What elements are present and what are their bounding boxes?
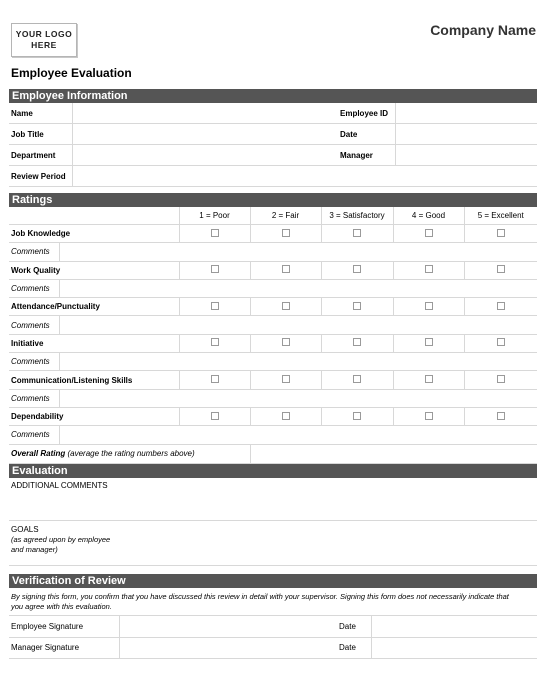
manager-signature-label: Manager Signature <box>9 637 119 659</box>
employee-id-label: Employee ID <box>338 103 395 124</box>
criterion-label: Initiative <box>9 334 179 352</box>
review-period-field[interactable] <box>72 166 537 187</box>
scale-label-1: 1 = Poor <box>179 207 250 225</box>
scale-label-3: 3 = Satisfactory <box>321 207 393 225</box>
rating-cell-2 <box>250 225 321 243</box>
rating-checkbox-3[interactable] <box>353 412 361 420</box>
verification-statement-line-1: By signing this form, you confirm that you have discussed this review in detail with your supervisor. Signing this form does not necessarily indicate that <box>11 592 509 601</box>
overall-rating-row <box>9 444 537 463</box>
criterion-label: Dependability <box>9 407 179 425</box>
rating-cell-5 <box>464 261 537 279</box>
ratings-header: Ratings <box>9 193 537 207</box>
verification-header: Verification of Review <box>9 574 537 588</box>
rating-checkbox-4[interactable] <box>425 229 433 237</box>
rating-cell-3 <box>321 334 393 352</box>
job-title-field[interactable] <box>72 124 338 145</box>
employee-signature-date-field[interactable] <box>371 616 537 638</box>
rating-checkbox-3[interactable] <box>353 338 361 346</box>
employee-signature-label: Employee Signature <box>9 616 119 638</box>
rating-checkbox-5[interactable] <box>497 265 505 273</box>
rating-checkbox-4[interactable] <box>425 412 433 420</box>
goals-note <box>11 535 110 554</box>
ratings-body <box>9 225 537 464</box>
rating-cell-3 <box>321 298 393 316</box>
employee-id-field[interactable] <box>395 103 537 124</box>
logo-line-2: HERE <box>31 40 57 50</box>
rating-checkbox-3[interactable] <box>353 229 361 237</box>
rating-cell-1 <box>179 225 250 243</box>
rating-checkbox-2[interactable] <box>282 229 290 237</box>
comments-row <box>9 353 537 371</box>
rating-cell-2 <box>250 371 321 389</box>
rating-checkbox-2[interactable] <box>282 375 290 383</box>
info-row-name <box>9 103 537 124</box>
overall-rating-field[interactable] <box>250 444 537 463</box>
rating-cell-1 <box>179 298 250 316</box>
rating-row <box>9 298 537 316</box>
additional-comments-divider <box>9 520 537 521</box>
comments-row <box>9 316 537 334</box>
rating-cell-5 <box>464 407 537 425</box>
manager-signature-date-label: Date <box>337 637 371 659</box>
rating-checkbox-1[interactable] <box>211 265 219 273</box>
criterion-label: Job Knowledge <box>9 225 179 243</box>
rating-checkbox-4[interactable] <box>425 375 433 383</box>
manager-signature-row <box>9 637 537 659</box>
rating-cell-4 <box>393 298 464 316</box>
rating-checkbox-4[interactable] <box>425 302 433 310</box>
manager-signature-date-field[interactable] <box>371 637 537 659</box>
department-field[interactable] <box>72 145 338 166</box>
rating-checkbox-1[interactable] <box>211 338 219 346</box>
employee-signature-row <box>9 616 537 638</box>
employee-information-table <box>9 103 537 187</box>
review-period-label: Review Period <box>9 166 72 187</box>
info-row-review-period <box>9 166 537 187</box>
rating-cell-5 <box>464 371 537 389</box>
rating-cell-2 <box>250 298 321 316</box>
rating-cell-1 <box>179 261 250 279</box>
rating-cell-4 <box>393 261 464 279</box>
comments-field[interactable] <box>59 279 537 297</box>
ratings-table <box>9 207 537 464</box>
criterion-label: Attendance/Punctuality <box>9 298 179 316</box>
additional-comments-label: ADDITIONAL COMMENTS <box>11 481 108 490</box>
comments-field[interactable] <box>59 243 537 261</box>
manager-field[interactable] <box>395 145 537 166</box>
rating-checkbox-1[interactable] <box>211 229 219 237</box>
logo-line-1: YOUR LOGO <box>15 29 73 39</box>
employee-signature-date-label: Date <box>337 616 371 638</box>
criterion-label: Work Quality <box>9 261 179 279</box>
rating-cell-2 <box>250 407 321 425</box>
rating-row <box>9 225 537 243</box>
rating-cell-4 <box>393 334 464 352</box>
rating-checkbox-1[interactable] <box>211 412 219 420</box>
comments-row <box>9 279 537 297</box>
rating-checkbox-3[interactable] <box>353 375 361 383</box>
rating-cell-5 <box>464 225 537 243</box>
rating-checkbox-1[interactable] <box>211 375 219 383</box>
comments-label: Comments <box>9 353 59 371</box>
verification-statement <box>11 592 537 611</box>
info-row-job-title <box>9 124 537 145</box>
rating-checkbox-4[interactable] <box>425 338 433 346</box>
goals-note-line-1: (as agreed upon by employee <box>11 535 111 544</box>
info-row-department <box>9 145 537 166</box>
rating-scale-row <box>9 207 537 225</box>
rating-checkbox-4[interactable] <box>425 265 433 273</box>
scale-label-4: 4 = Good <box>393 207 464 225</box>
rating-cell-3 <box>321 225 393 243</box>
rating-checkbox-3[interactable] <box>353 265 361 273</box>
rating-cell-2 <box>250 261 321 279</box>
rating-checkbox-5[interactable] <box>497 229 505 237</box>
comments-row <box>9 426 537 444</box>
rating-cell-5 <box>464 298 537 316</box>
comments-row <box>9 243 537 261</box>
company-name: Company Name <box>430 22 536 38</box>
employee-information-header: Employee Information <box>9 89 537 103</box>
rating-row <box>9 334 537 352</box>
rating-cell-3 <box>321 261 393 279</box>
comments-row <box>9 389 537 407</box>
comments-label: Comments <box>9 279 59 297</box>
comments-field[interactable] <box>59 316 537 334</box>
manager-label: Manager <box>338 145 395 166</box>
rating-checkbox-2[interactable] <box>282 412 290 420</box>
criterion-label: Communication/Listening Skills <box>9 371 179 389</box>
scale-label-2: 2 = Fair <box>250 207 321 225</box>
comments-label: Comments <box>9 243 59 261</box>
rating-checkbox-2[interactable] <box>282 302 290 310</box>
rating-checkbox-5[interactable] <box>497 412 505 420</box>
rating-checkbox-2[interactable] <box>282 265 290 273</box>
rating-cell-4 <box>393 371 464 389</box>
department-label: Department <box>9 145 72 166</box>
job-title-label: Job Title <box>9 124 72 145</box>
rating-checkbox-3[interactable] <box>353 302 361 310</box>
goals-note-line-2: and manager) <box>11 544 58 554</box>
additional-comments-area[interactable] <box>9 491 537 519</box>
rating-cell-2 <box>250 334 321 352</box>
rating-row <box>9 407 537 425</box>
evaluation-header: Evaluation <box>9 464 537 478</box>
signature-table <box>9 615 537 659</box>
company-logo-placeholder <box>11 23 77 57</box>
comments-field[interactable] <box>59 389 537 407</box>
name-field[interactable] <box>72 103 338 124</box>
rating-row <box>9 261 537 279</box>
rating-checkbox-1[interactable] <box>211 302 219 310</box>
rating-cell-3 <box>321 407 393 425</box>
date-field[interactable] <box>395 124 537 145</box>
rating-cell-5 <box>464 334 537 352</box>
overall-rating-label-cell <box>9 444 250 463</box>
verification-statement-line-2: you agree with this evaluation. <box>11 601 112 611</box>
rating-cell-4 <box>393 407 464 425</box>
rating-row <box>9 371 537 389</box>
rating-checkbox-5[interactable] <box>497 338 505 346</box>
rating-checkbox-5[interactable] <box>497 375 505 383</box>
name-label: Name <box>9 103 72 124</box>
goals-label: GOALS <box>11 525 39 534</box>
rating-cell-1 <box>179 407 250 425</box>
rating-checkbox-5[interactable] <box>497 302 505 310</box>
goals-area[interactable] <box>120 523 537 563</box>
manager-signature-field[interactable] <box>119 637 337 659</box>
goals-divider <box>9 565 537 566</box>
overall-rating-label: Overall Rating <box>11 449 66 459</box>
page-title: Employee Evaluation <box>11 66 132 80</box>
rating-cell-3 <box>321 371 393 389</box>
rating-cell-1 <box>179 371 250 389</box>
rating-cell-4 <box>393 225 464 243</box>
scale-blank-cell <box>9 207 179 225</box>
employee-signature-field[interactable] <box>119 616 337 638</box>
rating-cell-1 <box>179 334 250 352</box>
comments-label: Comments <box>9 389 59 407</box>
date-label: Date <box>338 124 395 145</box>
comments-field[interactable] <box>59 426 537 444</box>
scale-label-5: 5 = Excellent <box>464 207 537 225</box>
rating-checkbox-2[interactable] <box>282 338 290 346</box>
comments-field[interactable] <box>59 353 537 371</box>
comments-label: Comments <box>9 316 59 334</box>
overall-rating-note: (average the rating numbers above) <box>67 449 195 459</box>
comments-label: Comments <box>9 426 59 444</box>
